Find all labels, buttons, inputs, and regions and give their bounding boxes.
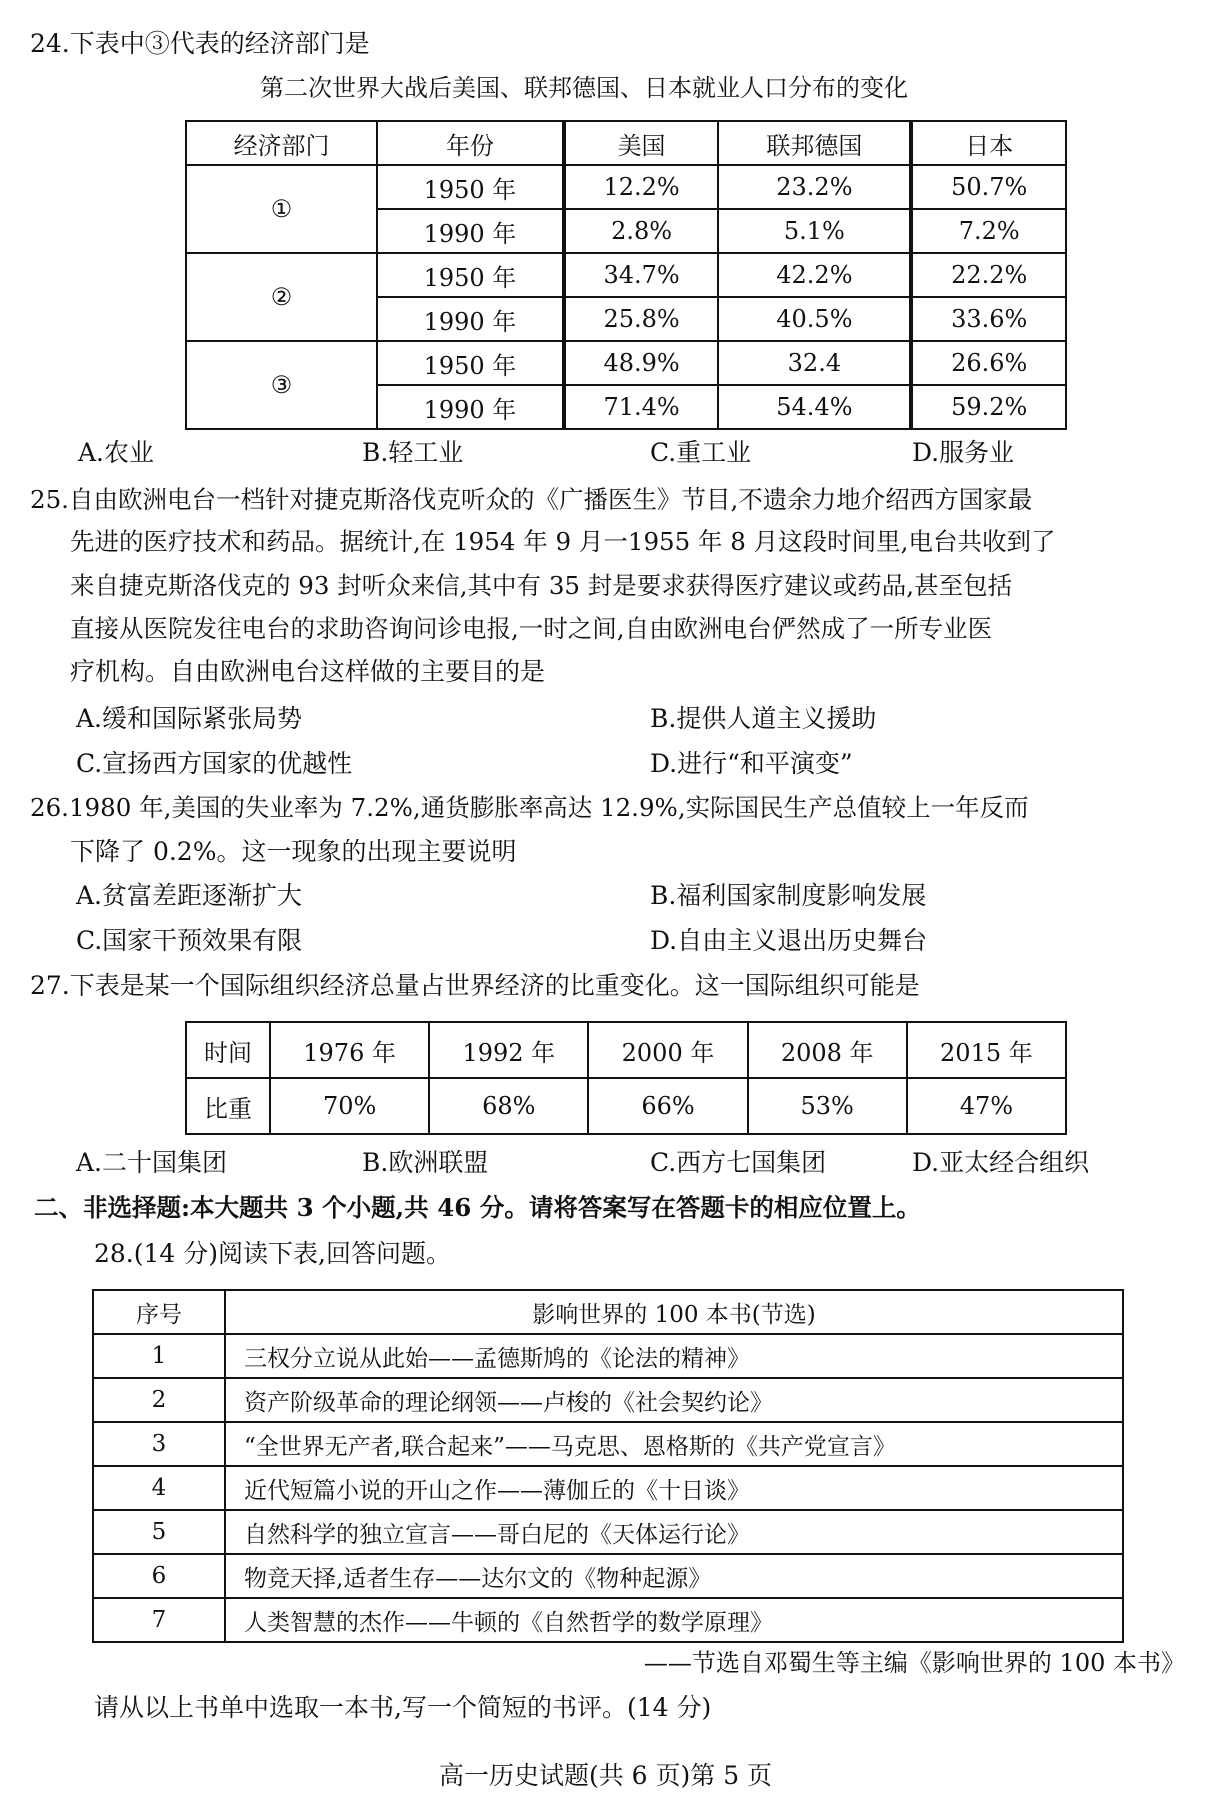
table-cell: 42.2% — [718, 253, 911, 297]
q27-option-b: B.欧洲联盟 — [362, 1148, 489, 1177]
table-cell: 25.8% — [564, 297, 719, 341]
table-cell: 5.1% — [718, 209, 911, 253]
table-cell: 1950 年 — [377, 253, 564, 297]
table-cell: 1990 年 — [377, 385, 564, 429]
q26-line: 下降了 0.2%。这一现象的出现主要说明 — [70, 837, 517, 866]
table-cell: 40.5% — [718, 297, 911, 341]
table-cell: 近代短篇小说的开山之作——薄伽丘的《十日谈》 — [225, 1466, 1123, 1510]
table-cell: 1976 年 — [270, 1022, 429, 1078]
table-cell: 时间 — [186, 1022, 270, 1078]
table-cell: 7.2% — [911, 209, 1066, 253]
q24-option-d: D.服务业 — [912, 438, 1015, 467]
q24-option-c: C.重工业 — [650, 438, 752, 467]
q27-table — [185, 1021, 1067, 1135]
table-cell: 7 — [93, 1598, 225, 1642]
table-cell: 23.2% — [718, 165, 911, 209]
q28-task: 请从以上书单中选取一本书,写一个简短的书评。(14 分) — [94, 1693, 712, 1722]
table-cell: 2000 年 — [588, 1022, 747, 1078]
table-cell: 1950 年 — [377, 341, 564, 385]
table-cell: 人类智慧的杰作——牛顿的《自然哲学的数学原理》 — [225, 1598, 1123, 1642]
table-row — [93, 1466, 1123, 1510]
q26-line: 26.1980 年,美国的失业率为 7.2%,通货膨胀率高达 12.9%,实际国民生产总值较上一年反而 — [30, 793, 1029, 822]
q28-table — [92, 1289, 1124, 1643]
table-cell: 三权分立说从此始——孟德斯鸠的《论法的精神》 — [225, 1334, 1123, 1378]
q26-option-c: C.国家干预效果有限 — [76, 926, 303, 955]
q25-line: 25.自由欧洲电台一档针对捷克斯洛伐克听众的《广播医生》节目,不遗余力地介绍西方国家最 — [30, 485, 1033, 514]
table-header: 年份 — [377, 121, 564, 165]
table-row — [93, 1378, 1123, 1422]
table-row — [93, 1554, 1123, 1598]
q25-option-b: B.提供人道主义援助 — [650, 704, 877, 733]
table-header: 序号 — [93, 1290, 225, 1334]
table-cell: 1992 年 — [429, 1022, 588, 1078]
table-header: 影响世界的 100 本书(节选) — [225, 1290, 1123, 1334]
q28-source: ——节选自邓蜀生等主编《影响世界的 100 本书》 — [643, 1649, 1185, 1677]
table-cell: 12.2% — [564, 165, 719, 209]
table-row — [186, 253, 1066, 297]
table-cell: 26.6% — [911, 341, 1066, 385]
table-cell: 34.7% — [564, 253, 719, 297]
q25-line: 先进的医疗技术和药品。据统计,在 1954 年 9 月一1955 年 8 月这段时间里,电台共收到了 — [70, 527, 1056, 556]
q25-line: 直接从医院发往电台的求助咨询问诊电报,一时之间,自由欧洲电台俨然成了一所专业医 — [70, 614, 993, 643]
q28-stem: 28.(14 分)阅读下表,回答问题。 — [94, 1239, 451, 1268]
table-cell: 68% — [429, 1078, 588, 1134]
q24-table-title: 第二次世界大战后美国、联邦德国、日本就业人口分布的变化 — [260, 74, 908, 102]
table-cell: 22.2% — [911, 253, 1066, 297]
table-row — [186, 1022, 1066, 1078]
table-row — [93, 1334, 1123, 1378]
table-cell: 66% — [588, 1078, 747, 1134]
q27-option-a: A.二十国集团 — [76, 1148, 228, 1177]
table-cell: 5 — [93, 1510, 225, 1554]
q25-option-d: D.进行“和平演变” — [650, 749, 853, 778]
table-header-row — [186, 121, 1066, 165]
q27-stem: 27.下表是某一个国际组织经济总量占世界经济的比重变化。这一国际组织可能是 — [30, 971, 920, 1000]
table-cell: 33.6% — [911, 297, 1066, 341]
q27-option-d: D.亚太经合组织 — [912, 1148, 1090, 1177]
table-cell: 54.4% — [718, 385, 911, 429]
table-cell: 4 — [93, 1466, 225, 1510]
q26-option-a: A.贫富差距逐渐扩大 — [76, 881, 303, 910]
table-cell: 6 — [93, 1554, 225, 1598]
table-cell: 1990 年 — [377, 297, 564, 341]
table-row — [186, 341, 1066, 385]
section2-title: 二、非选择题:本大题共 3 个小题,共 46 分。请将答案写在答题卡的相应位置上。 — [34, 1193, 921, 1222]
table-row — [186, 1078, 1066, 1134]
table-cell: 自然科学的独立宣言——哥白尼的《天体运行论》 — [225, 1510, 1123, 1554]
table-cell: 50.7% — [911, 165, 1066, 209]
table-header-row — [93, 1290, 1123, 1334]
table-header: 联邦德国 — [718, 121, 911, 165]
q27-option-c: C.西方七国集团 — [650, 1148, 827, 1177]
table-cell: 53% — [748, 1078, 907, 1134]
q25-option-a: A.缓和国际紧张局势 — [76, 704, 303, 733]
q26-option-b: B.福利国家制度影响发展 — [650, 881, 927, 910]
q25-line: 疗机构。自由欧洲电台这样做的主要目的是 — [70, 657, 546, 686]
table-cell: 1950 年 — [377, 165, 564, 209]
q24-stem: 24.下表中③代表的经济部门是 — [30, 29, 370, 58]
q24-table — [185, 120, 1067, 430]
table-cell: 1990 年 — [377, 209, 564, 253]
table-header: 日本 — [911, 121, 1066, 165]
table-cell: 比重 — [186, 1078, 270, 1134]
table-cell: 3 — [93, 1422, 225, 1466]
table-cell: 2 — [93, 1378, 225, 1422]
table-row — [93, 1422, 1123, 1466]
table-cell: 32.4 — [718, 341, 911, 385]
table-cell: 物竞天择,适者生存——达尔文的《物种起源》 — [225, 1554, 1123, 1598]
table-cell: 资产阶级革命的理论纲领——卢梭的《社会契约论》 — [225, 1378, 1123, 1422]
sector-label: ② — [186, 253, 377, 341]
table-header: 美国 — [564, 121, 719, 165]
table-cell: 1 — [93, 1334, 225, 1378]
table-row — [93, 1510, 1123, 1554]
q25-line: 来自捷克斯洛伐克的 93 封听众来信,其中有 35 封是要求获得医疗建议或药品,甚至包括 — [70, 571, 1013, 600]
sector-label: ① — [186, 165, 377, 253]
q25-option-c: C.宣扬西方国家的优越性 — [76, 749, 353, 778]
page-footer: 高一历史试题(共 6 页)第 5 页 — [438, 1761, 773, 1790]
table-cell: 59.2% — [911, 385, 1066, 429]
sector-label: ③ — [186, 341, 377, 429]
q24-option-b: B.轻工业 — [362, 438, 464, 467]
table-cell: “全世界无产者,联合起来”——马克思、恩格斯的《共产党宣言》 — [225, 1422, 1123, 1466]
table-row — [186, 165, 1066, 209]
table-cell: 71.4% — [564, 385, 719, 429]
q26-option-d: D.自由主义退出历史舞台 — [650, 926, 928, 955]
table-cell: 47% — [907, 1078, 1066, 1134]
table-cell: 2008 年 — [748, 1022, 907, 1078]
table-cell: 70% — [270, 1078, 429, 1134]
table-cell: 48.9% — [564, 341, 719, 385]
table-cell: 2015 年 — [907, 1022, 1066, 1078]
table-header: 经济部门 — [186, 121, 377, 165]
table-cell: 2.8% — [564, 209, 719, 253]
table-row — [93, 1598, 1123, 1642]
q24-option-a: A.农业 — [78, 438, 155, 467]
